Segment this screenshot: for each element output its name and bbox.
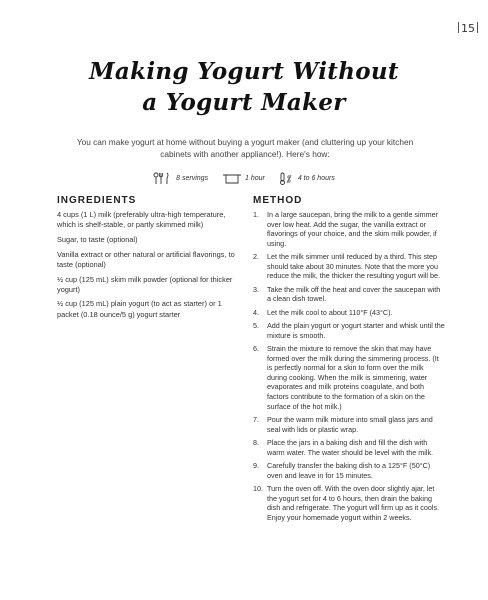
time-text: 1 hour xyxy=(245,175,265,182)
method-heading: METHOD xyxy=(253,195,303,206)
step-number: 2. xyxy=(253,252,259,262)
page-number xyxy=(456,22,480,35)
step-text: Strain the mixture to remove the skin that may have formed over the milk during the simmering process. (It is perfectly normal for a skin to form over the milk during cooking. When the milk is simmering, water evaporates and milk proteins coagulate, and both factors contribute to the formation of a skin on the surface of the hot milk.) xyxy=(267,344,439,411)
method-step xyxy=(253,438,445,457)
method-step xyxy=(253,344,445,411)
ingredients-heading: INGREDIENTS xyxy=(57,195,137,206)
step-text: Place the jars in a baking dish and fill the dish with warm water. The water should be level with the milk. xyxy=(267,438,434,457)
method-step xyxy=(253,321,445,340)
ingredient-item: 4 cups (1 L) milk (preferably ultra-high temperature, which is shelf-stable, or partly skimmed milk) xyxy=(57,210,226,230)
step-text: In a large saucepan, bring the milk to a gentle simmer over low heat. Add the sugar, the vanilla extract or flavorings of your choice, and the skim milk powder, if using. xyxy=(267,210,438,248)
ingredient-item: ½ cup (125 mL) plain yogurt (to act as starter) or 1 packet (0.18 ounce/5 g) yogurt starter xyxy=(57,299,222,319)
ingredient-item: ½ cup (125 mL) skim milk powder (optional for thicker yogurt) xyxy=(57,274,233,294)
step-number: 1. xyxy=(253,210,259,219)
wait-meta xyxy=(279,172,335,185)
recipe-meta xyxy=(0,172,488,187)
step-number: 3. xyxy=(253,284,259,294)
ingredient-item: Sugar, to taste (optional) xyxy=(57,234,138,244)
utensils-icon xyxy=(153,172,173,185)
step-text: Turn the oven off. With the oven door slightly ajar, let the yogurt set for 4 to 6 hours, then drain the baking dish and refrigerate. The yogurt will firm up as it cools. Enjoy your homemade yogurt within 2 weeks. xyxy=(267,484,440,522)
title-line-2: a Yogurt Maker xyxy=(142,89,346,116)
title-line-1: Making Yogurt Without xyxy=(89,58,399,85)
step-text: Take the milk off the heat and cover the saucepan with a clean dish towel. xyxy=(267,284,441,304)
step-number: 4. xyxy=(253,307,259,317)
step-text: Let the milk cool to about 110°F (43°C). xyxy=(267,307,393,317)
step-text: Pour the warm milk mixture into small glass jars and seal with lids or plastic wrap. xyxy=(267,415,433,434)
ingredients-section xyxy=(57,195,239,324)
time-meta xyxy=(222,172,265,185)
ingredient-item: Vanilla extract or other natural or artificial flavorings, to taste (optional) xyxy=(57,249,235,269)
method-step xyxy=(253,461,445,480)
method-step xyxy=(253,252,445,281)
step-text: Carefully transfer the baking dish to a 125°F (50°C) oven and leave in for 15 minutes. xyxy=(267,461,431,480)
page-title xyxy=(0,56,488,118)
method-step xyxy=(253,210,445,248)
method-step xyxy=(253,285,445,304)
step-number: 8. xyxy=(253,438,259,448)
page-number-text: 15 xyxy=(461,22,475,35)
step-number: 5. xyxy=(253,321,259,331)
step-number: 7. xyxy=(253,415,259,425)
intro-paragraph: You can make yogurt at home without buying a yogurt maker (and cluttering up your kitchen cabinets with another appliance!). Here's how: xyxy=(76,137,414,159)
servings-text: 8 servings xyxy=(176,175,209,182)
method-step xyxy=(253,415,445,434)
servings-meta xyxy=(153,172,208,185)
wait-text: 4 to 6 hours xyxy=(297,175,335,182)
step-text: Let the milk simmer until reduced by a third. This step should take about 30 minutes. Note that the more you reduce the milk, the thicker the resulting yogurt will be. xyxy=(267,252,440,281)
step-number: 9. xyxy=(253,461,259,471)
step-number: 6. xyxy=(253,344,259,354)
pot-icon xyxy=(222,172,242,185)
step-text: Add the plain yogurt or yogurt starter and whisk until the mixture is smooth. xyxy=(267,321,445,340)
step-number: 10. xyxy=(253,484,263,494)
thermometer-icon xyxy=(279,172,295,185)
method-section xyxy=(253,195,445,526)
method-step xyxy=(253,308,445,318)
method-step xyxy=(253,484,445,522)
